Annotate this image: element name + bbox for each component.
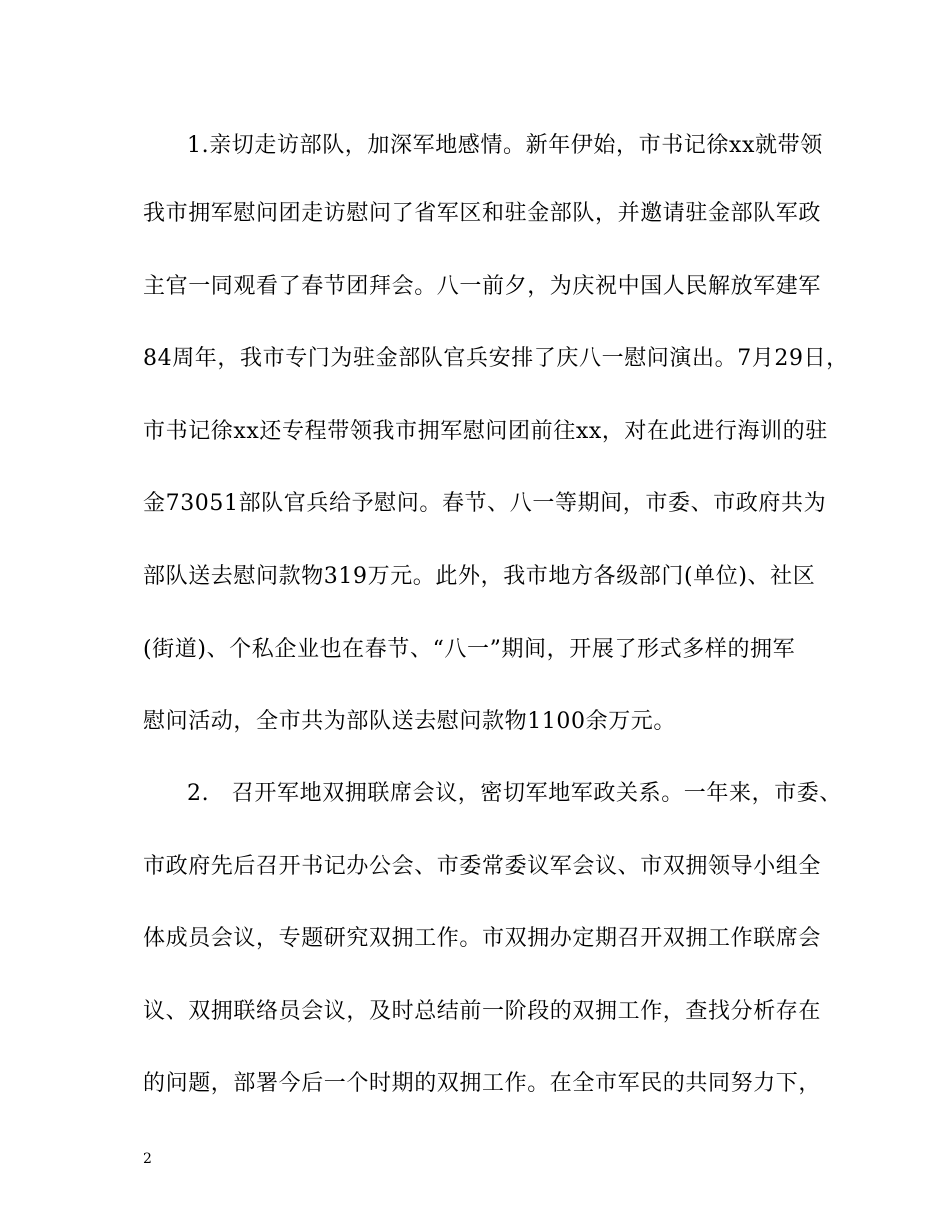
paragraph-1-line-3: 主官一同观看了春节团拜会。八一前夕，为庆祝中国人民解放军建军 <box>143 274 822 299</box>
paragraph-1-line-9: 慰问活动，全市共为部队送去慰问款物1100余万元。 <box>143 709 676 734</box>
paragraph-1-line-6: 金73051部队官兵给予慰问。春节、八一等期间，市委、市政府共为 <box>143 491 827 516</box>
paragraph-1-line-7: 部队送去慰问款物319万元。此外，我市地方各级部门(单位)、社区 <box>143 564 816 589</box>
paragraph-2-line-2: 市政府先后召开书记办公会、市委常委议军会议、市双拥领导小组全 <box>143 854 822 879</box>
paragraph-2-line-5: 的问题，部署今后一个时期的双拥工作。在全市军民的共同努力下， <box>143 1071 822 1096</box>
paragraph-1-line-1: 1.亲切走访部队，加深军地感情。新年伊始，市书记徐xx就带领 <box>187 133 823 158</box>
paragraph-1-line-2: 我市拥军慰问团走访慰问了省军区和驻金部队，并邀请驻金部队军政 <box>143 201 822 226</box>
paragraph-2-line-4: 议、双拥联络员会议，及时总结前一阶段的双拥工作，查找分析存在 <box>143 999 822 1024</box>
paragraph-1-line-5: 市书记徐xx还专程带领我市拥军慰问团前往xx，对在此进行海训的驻 <box>143 419 828 444</box>
paragraph-1-line-8: (街道)、个私企业也在春节、“八一”期间，开展了形式多样的拥军 <box>143 637 796 662</box>
paragraph-2-line-3: 体成员会议，专题研究双拥工作。市双拥办定期召开双拥工作联席会 <box>143 926 822 951</box>
paragraph-2-line-1: 2. 召开军地双拥联席会议，密切军地军政关系。一年来，市委、 <box>187 781 842 806</box>
page-number: 2 <box>143 1151 152 1167</box>
paragraph-1-line-4: 84周年，我市专门为驻金部队官兵安排了庆八一慰问演出。7月29日， <box>143 346 849 371</box>
